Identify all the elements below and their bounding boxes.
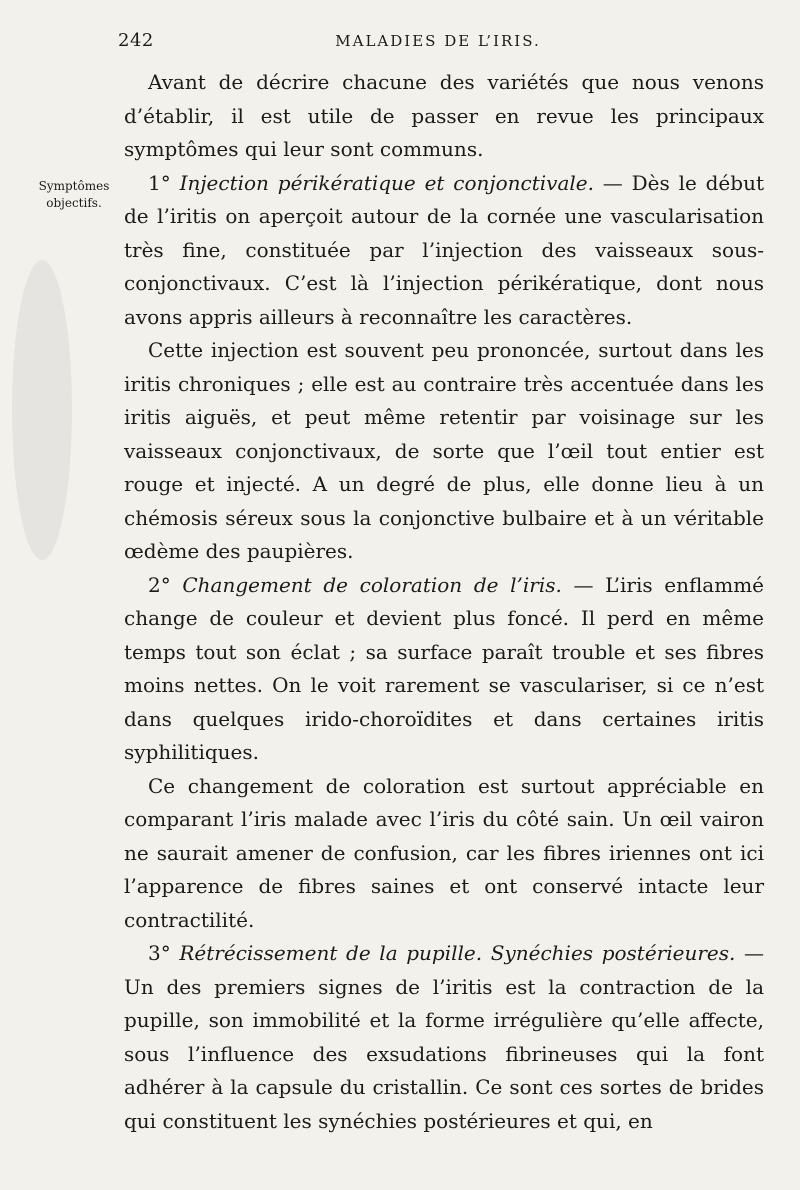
page-number: 242 [118,30,154,51]
paragraph [124,66,764,167]
section-number: 2° [148,572,183,597]
margin-note [28,178,120,212]
paragraph [124,569,764,770]
paragraph-text: Cette injection est souvent peu prononcée, surtout dans les iritis chroniques ; elle est au contraire très accentuée dans les iritis aiguës, et peut même retentir par voisinage sur les vaisseaux conjonctivaux, de sorte que l’œil tout entier est rouge et injecté. A un degré de plus, elle donne lieu à un chémosis séreux sous la conjonctive bulbaire et à un véritable œdème des paupières. [124,338,764,563]
paragraph-text: — Dès le début de l’iritis on aperçoit autour de la cornée une vascularisation très fine, constituée par l’injection des vaisseaux sous-conjonctivaux. C’est là l’injection périkératique, dont nous avons appris ailleurs à reconnaître les caractères. [124,170,764,329]
paragraph-text: — Un des premiers signes de l’iritis est la contraction de la pupille, son immobilité et la forme irrégulière qu’elle affecte, sous l’influence des exsudations fibrineuses qui la font adhérer à la capsule du cristallin. Ce sont ces sortes de brides qui constituent les synéchies postérieures et qui, en [124,941,765,1133]
section-heading: Injection périkératique et conjonctivale. [179,170,594,195]
running-title: MALADIES DE L’IRIS. [335,32,541,50]
paragraph [124,770,764,938]
paper-stain [12,260,72,560]
paragraph [124,167,764,335]
paragraph-text: Ce changement de coloration est surtout appréciable en comparant l’iris malade avec l’iris du côté sain. Un œil vairon ne saurait amener de confusion, car les fibres iriennes ont ici l’apparence de fibres saines et ont conservé intacte leur contractilité. [124,773,764,932]
paragraph-text: — L’iris enflammé change de couleur et devient plus foncé. Il perd en même temps tout son éclat ; sa surface paraît trouble et ses fibres moins nettes. On le voit rarement se vasculariser, si ce n’est dans quelques irido-choroïdites et dans certaines iritis syphilitiques. [124,572,764,764]
paragraph-text: Avant de décrire chacune des variétés que nous venons d’établir, il est utile de passer en revue les principaux symptômes qui leur sont communs. [124,70,764,161]
section-number: 3° [148,941,180,965]
margin-note-line2: objectifs. [46,196,102,210]
page-header [118,30,758,56]
section-heading: Changement de coloration de l’iris. [182,572,562,597]
section-number: 1° [148,170,180,195]
paragraph [124,937,764,1138]
section-heading: Rétrécissement de la pupille. Synéchies postérieures. [179,941,736,965]
paragraph [124,334,764,569]
body-text [124,66,764,1138]
margin-note-line1: Symptômes [38,179,110,193]
